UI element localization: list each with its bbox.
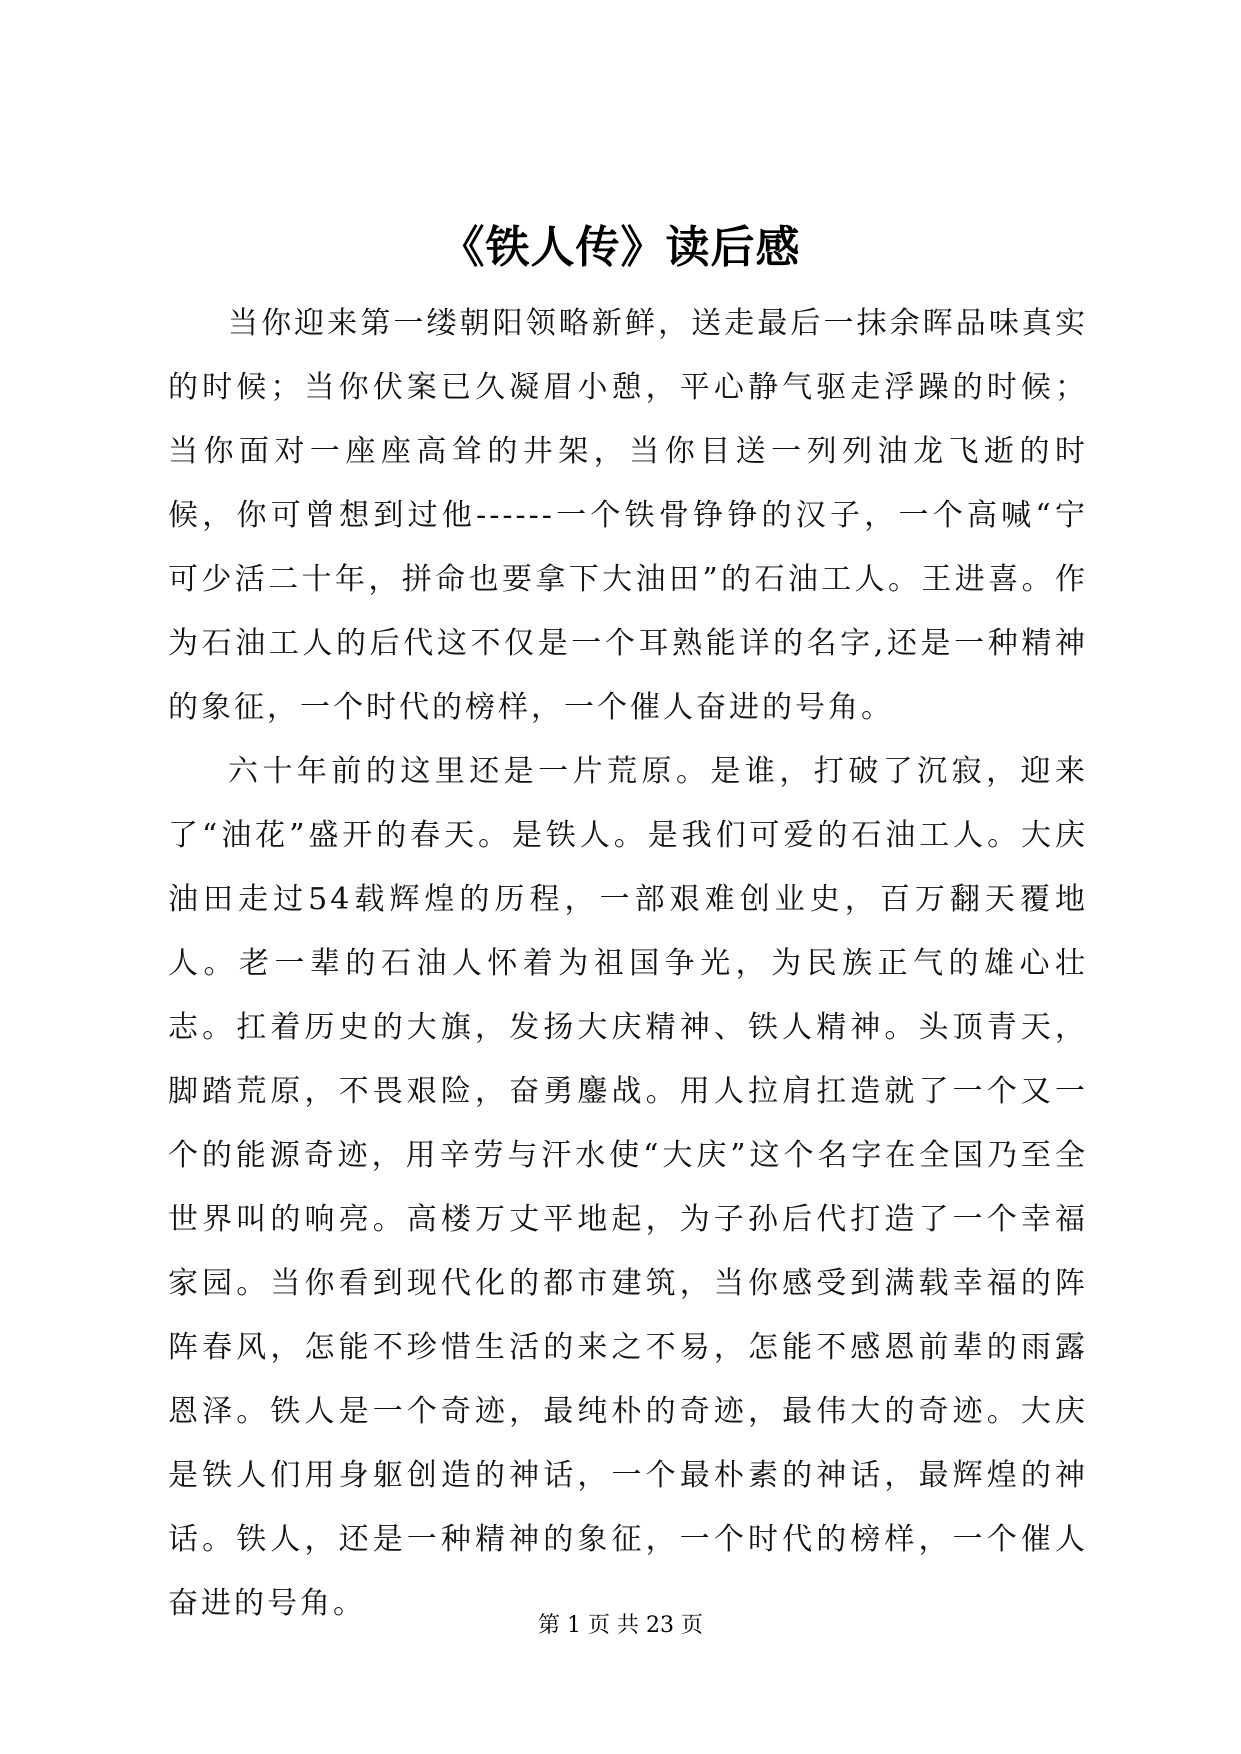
paragraph-1: 当你迎来第一缕朝阳领略新鲜，送走最后一抹余晖品味真实的时候；当你伏案已久凝眉小憩，平心静气驱走浮躁的时候；当你面对一座座高耸的井架，当你目送一列列油龙飞逝的时候，你可曾想到过他------一个铁骨铮铮的汉子，一个高喊“宁可少活二十年，拼命也要拿下大油田”的石油工人。王进喜。作为石油工人的后代这不仅是一个耳熟能详的名字,还是一种精神的象征，一个时代的榜样，一个催人奋进的号角。 [168, 306, 1088, 725]
document-body [168, 292, 1088, 1636]
page-number-footer: 第 1 页 共 23 页 [538, 1613, 703, 1638]
paragraph-2: 六十年前的这里还是一片荒原。是谁，打破了沉寂，迎来了“油花”盛开的春天。是铁人。是我们可爱的石油工人。大庆油田走过54载辉煌的历程，一部艰难创业史，百万翻天覆地人。老一辈的石油人怀着为祖国争光，为民族正气的雄心壮志。扛着历史的大旗，发扬大庆精神、铁人精神。头顶青天，脚踏荒原，不畏艰险，奋勇鏖战。用人拉肩扛造就了一个又一个的能源奇迹，用辛劳与汗水使“大庆”这个名字在全国乃至全世界叫的响亮。高楼万丈平地起，为子孙后代打造了一个幸福家园。当你看到现代化的都市建筑，当你感受到满载幸福的阵阵春风，怎能不珍惜生活的来之不易，怎能不感恩前辈的雨露恩泽。铁人是一个奇迹，最纯朴的奇迹，最伟大的奇迹。大庆是铁人们用身躯创造的神话，一个最朴素的神话，最辉煌的神话。铁人，还是一种精神的象征，一个时代的榜样，一个催人奋进的号角。 [168, 754, 1088, 1621]
document-title: 《铁人传》读后感 [440, 222, 801, 273]
